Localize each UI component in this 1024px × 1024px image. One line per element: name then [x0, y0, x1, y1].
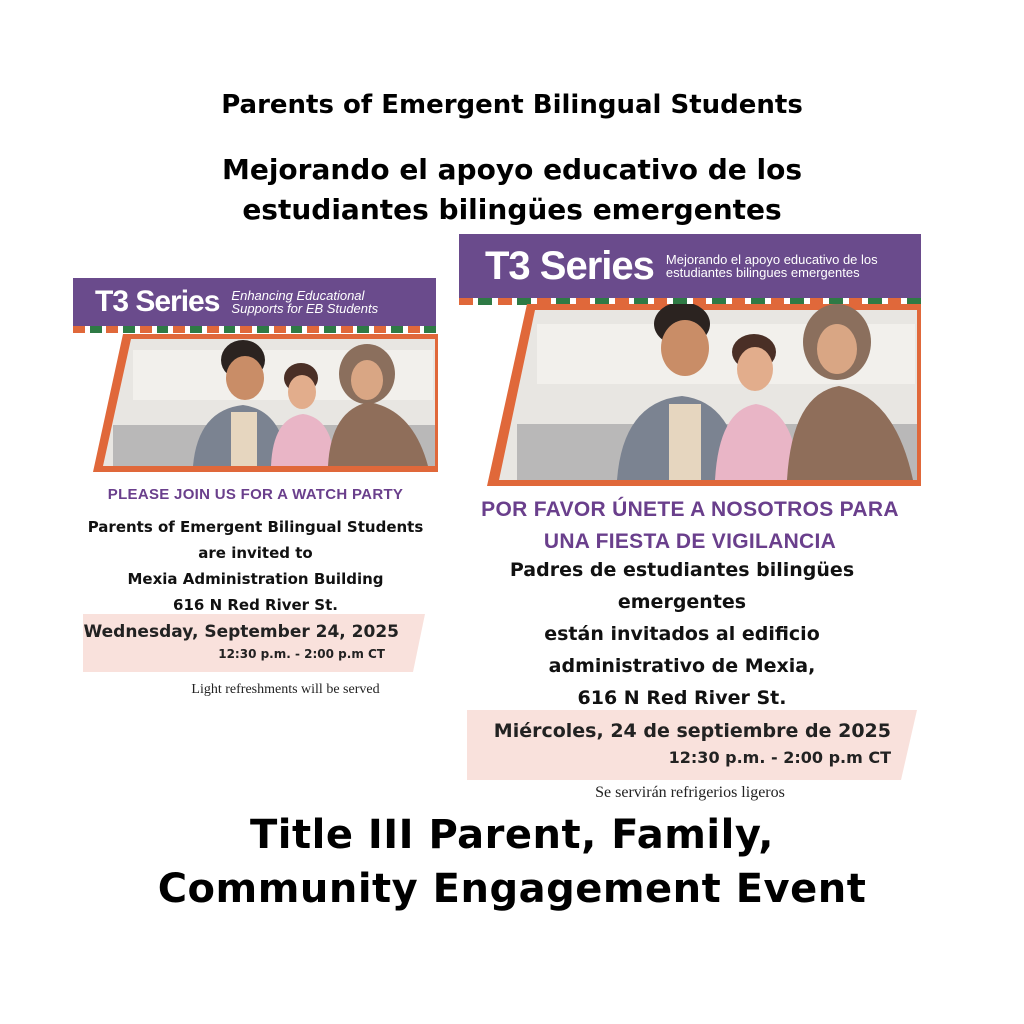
event-date: Miércoles, 24 de septiembre de 2025: [493, 720, 891, 742]
headline-line: UNA FIESTA DE VIGILANCIA: [543, 530, 837, 553]
event-title: [0, 808, 1024, 916]
invite-headline: PLEASE JOIN US FOR A WATCH PARTY: [107, 486, 404, 503]
detail-line: Mexia Administration Building: [127, 570, 384, 588]
refreshments-note: Se servirán refrigerios ligeros: [595, 784, 785, 801]
series-tagline: Enhancing Educational Supports for EB Students: [231, 288, 379, 316]
date-box-text: [467, 710, 907, 780]
detail-line: 616 N Red River St.: [577, 687, 787, 709]
page-subtitle: [0, 150, 1024, 230]
invite-details: [73, 514, 438, 618]
family-photo: [477, 304, 921, 486]
detail-line: 616 N Red River St.: [173, 596, 338, 614]
series-logo: T3 Series: [485, 243, 654, 288]
invite-details: [451, 554, 913, 714]
flyer-english: [73, 278, 438, 708]
page-title: Parents of Emergent Bilingual Students: [221, 90, 803, 120]
flyer-banner: [459, 234, 921, 298]
detail-line: administrativo de Mexia,: [548, 655, 816, 677]
flyer-spanish: [459, 234, 921, 804]
detail-line: están invitados al edificio: [544, 623, 820, 645]
date-box-text: [83, 614, 413, 672]
series-tagline: Mejorando el apoyo educativo de los estudiantes bilingues emergentes: [665, 252, 878, 280]
headline-line: POR FAVOR ÚNETE A NOSOTROS PARA: [481, 498, 899, 521]
event-title-text: Title III Parent, Family, Community Engagement Event: [157, 812, 867, 912]
event-time: 12:30 p.m. - 2:00 p.m CT: [668, 748, 891, 767]
detail-line: emergentes: [617, 591, 747, 613]
detail-line: Padres de estudiantes bilingües: [509, 559, 855, 581]
refreshments-note: Light refreshments will be served: [191, 682, 380, 697]
detail-line: Parents of Emergent Bilingual Students: [87, 518, 424, 536]
flyer-banner: [73, 278, 436, 326]
event-time: 12:30 p.m. - 2:00 p.m CT: [218, 647, 385, 661]
series-logo: T3 Series: [95, 285, 220, 318]
invite-headline: [459, 494, 921, 558]
family-photo: [83, 330, 438, 472]
page-subtitle-text: Mejorando el apoyo educativo de los estudiantes bilingües emergentes: [221, 153, 803, 226]
detail-line: are invited to: [198, 544, 313, 562]
event-date: Wednesday, September 24, 2025: [83, 622, 399, 642]
